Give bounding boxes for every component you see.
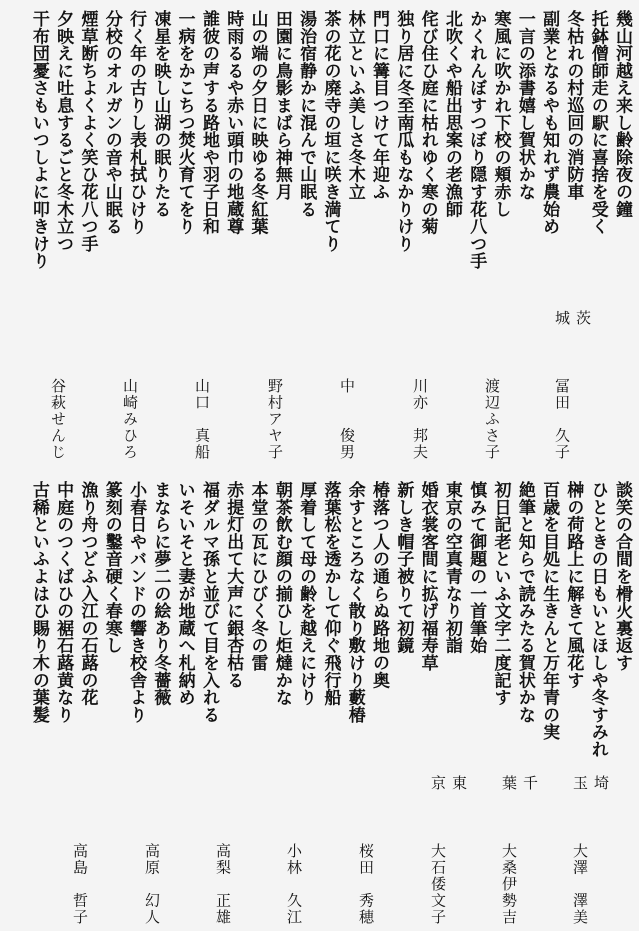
haiku-line: 余すところなく散り敷けり藪椿 — [344, 481, 365, 724]
haiku-line: 百歳を目処に生きんと万年青の実 — [539, 481, 560, 741]
haiku-line: かくれんぼすつぼり隠す花八つ手 — [466, 10, 487, 270]
haiku-line: 行く年の古りし表札拭ひけり — [126, 10, 147, 235]
haiku-line: 福ダルマ孫と並びて目を入れる — [198, 481, 219, 724]
haiku-line: 幾山河越え来し齢除夜の鐘 — [612, 10, 632, 218]
author-name: 山口 真船 — [193, 378, 211, 461]
author-name: 桜田 秀穂 — [357, 843, 375, 926]
author-prefecture: 千葉 — [500, 775, 539, 804]
author-name: 中 俊男 — [338, 378, 356, 461]
authors-top — [0, 310, 639, 460]
haiku-line: 椿落つ人の通らぬ路地の奥 — [369, 481, 390, 689]
author-name: 高梨 正雄 — [214, 843, 232, 926]
haiku-line: 林立といふ美しさ冬木立 — [344, 10, 365, 201]
haiku-line: 門口に篝目つけて年迎ふ — [369, 10, 390, 201]
haiku-line: 侘び住ひ庭に枯れゆく寒の菊 — [417, 10, 438, 235]
haiku-line: いそいそと妻が地蔵へ札納め — [174, 481, 195, 706]
haiku-line: 夕映えに吐息するごと冬木立つ — [53, 10, 74, 253]
haiku-line: 本堂の瓦にひびく冬の雷 — [247, 481, 268, 672]
haiku-block-top — [24, 10, 634, 270]
haiku-line: 赤提灯出て大声に銀杏枯る — [223, 481, 244, 689]
haiku-line: ひとときの日もいとほしや冬すみれ — [587, 481, 608, 758]
haiku-line: 絶筆と知らで読みたる賀状かな — [514, 481, 535, 724]
author-name: 渡辺ふさ子 — [483, 378, 501, 461]
haiku-line: 中庭のつくばひの裾石蕗黄なり — [53, 481, 74, 724]
haiku-line: 凍星を映し山湖の眠りたる — [150, 10, 171, 218]
haiku-block-bottom — [24, 481, 634, 758]
haiku-line: 婚衣裳客間に拡げ福寿草 — [417, 481, 438, 672]
author-prefecture: 東京 — [429, 775, 468, 804]
haiku-line: 新しき帽子被りて初鏡 — [393, 481, 414, 654]
haiku-line: 独り居に冬至南瓜もなかりけり — [393, 10, 414, 253]
authors-bottom — [0, 775, 639, 925]
author-name: 野村アヤ子 — [266, 378, 284, 461]
author-name: 大澤 澤美 — [571, 843, 589, 926]
haiku-line: 湯治宿静かに混んで山眠る — [296, 10, 317, 218]
haiku-line: 慎みて御題の一首筆始 — [466, 481, 487, 654]
haiku-line: 干布団憂さもいつしよに叩きけり — [28, 10, 49, 270]
haiku-line: 冬枯れの村巡回の消防車 — [563, 10, 584, 201]
haiku-line: まならに夢二の絵あり冬薔薇 — [150, 481, 171, 706]
author-name: 小林 久江 — [285, 843, 303, 926]
author-name: 谷萩せんじ — [49, 378, 67, 461]
haiku-line: 厚着して母の齢を越えにけり — [296, 481, 317, 706]
haiku-line: 寒風に吹かれ下校の頬赤し — [490, 10, 511, 218]
author-name: 高原 幻人 — [143, 843, 161, 926]
author-name: 冨田 久子 — [553, 378, 571, 461]
author-name: 大石倭文子 — [429, 843, 447, 926]
haiku-line: 落葉松を透かして仰ぐ飛行船 — [320, 481, 341, 706]
haiku-line: 漁り舟つどふ入江の石蕗の花 — [77, 481, 98, 706]
author-name: 大桑伊勢吉 — [500, 843, 518, 926]
haiku-line: 初日記老といふ文字二度記す — [490, 481, 511, 706]
author-prefecture: 茨城 — [553, 310, 592, 339]
haiku-line: 田園に鳥影まばら神無月 — [271, 10, 292, 201]
haiku-line: 副業となるやも知れず農始め — [539, 10, 560, 235]
haiku-line: 煙草断ちよくよく笑ひ花八つ手 — [77, 10, 98, 253]
haiku-line: 時雨るるや赤い頭巾の地蔵尊 — [223, 10, 244, 235]
author-name: 川亦 邦夫 — [411, 378, 429, 461]
haiku-line: 一言の添書嬉し賀状かな — [514, 10, 535, 201]
haiku-line: 古稀といふよはひ賜り木の葉髪 — [28, 481, 49, 724]
author-name: 山崎みひろ — [121, 378, 139, 461]
haiku-line: 朝茶飲む顔の揃ひし炬燵かな — [271, 481, 292, 706]
haiku-line: 山の端の夕日に映ゆる冬紅葉 — [247, 10, 268, 235]
haiku-line: 北吹くや船出思案の老漁師 — [441, 10, 462, 218]
author-prefecture: 埼玉 — [571, 775, 610, 804]
haiku-line: 榊の荷路上に解きて風花す — [563, 481, 584, 689]
haiku-line: 談笑の合間を榾火裏返す — [612, 481, 632, 672]
haiku-line: 篆刻の鑿音硬く春寒し — [101, 481, 122, 654]
haiku-line: 一病をかこちつ焚火育てをり — [174, 10, 195, 235]
haiku-line: 誰彼の声する路地や羽子日和 — [198, 10, 219, 235]
haiku-line: 小春日やバンドの響き校舎より — [126, 481, 147, 724]
haiku-line: 托鉢僧師走の駅に喜捨を受く — [587, 10, 608, 235]
haiku-line: 茶の花の廃寺の垣に咲き満てり — [320, 10, 341, 253]
haiku-line: 分校のオルガンの音や山眠る — [101, 10, 122, 235]
author-name: 高島 哲子 — [71, 843, 89, 926]
haiku-line: 東京の空真青なり初詣 — [441, 481, 462, 654]
